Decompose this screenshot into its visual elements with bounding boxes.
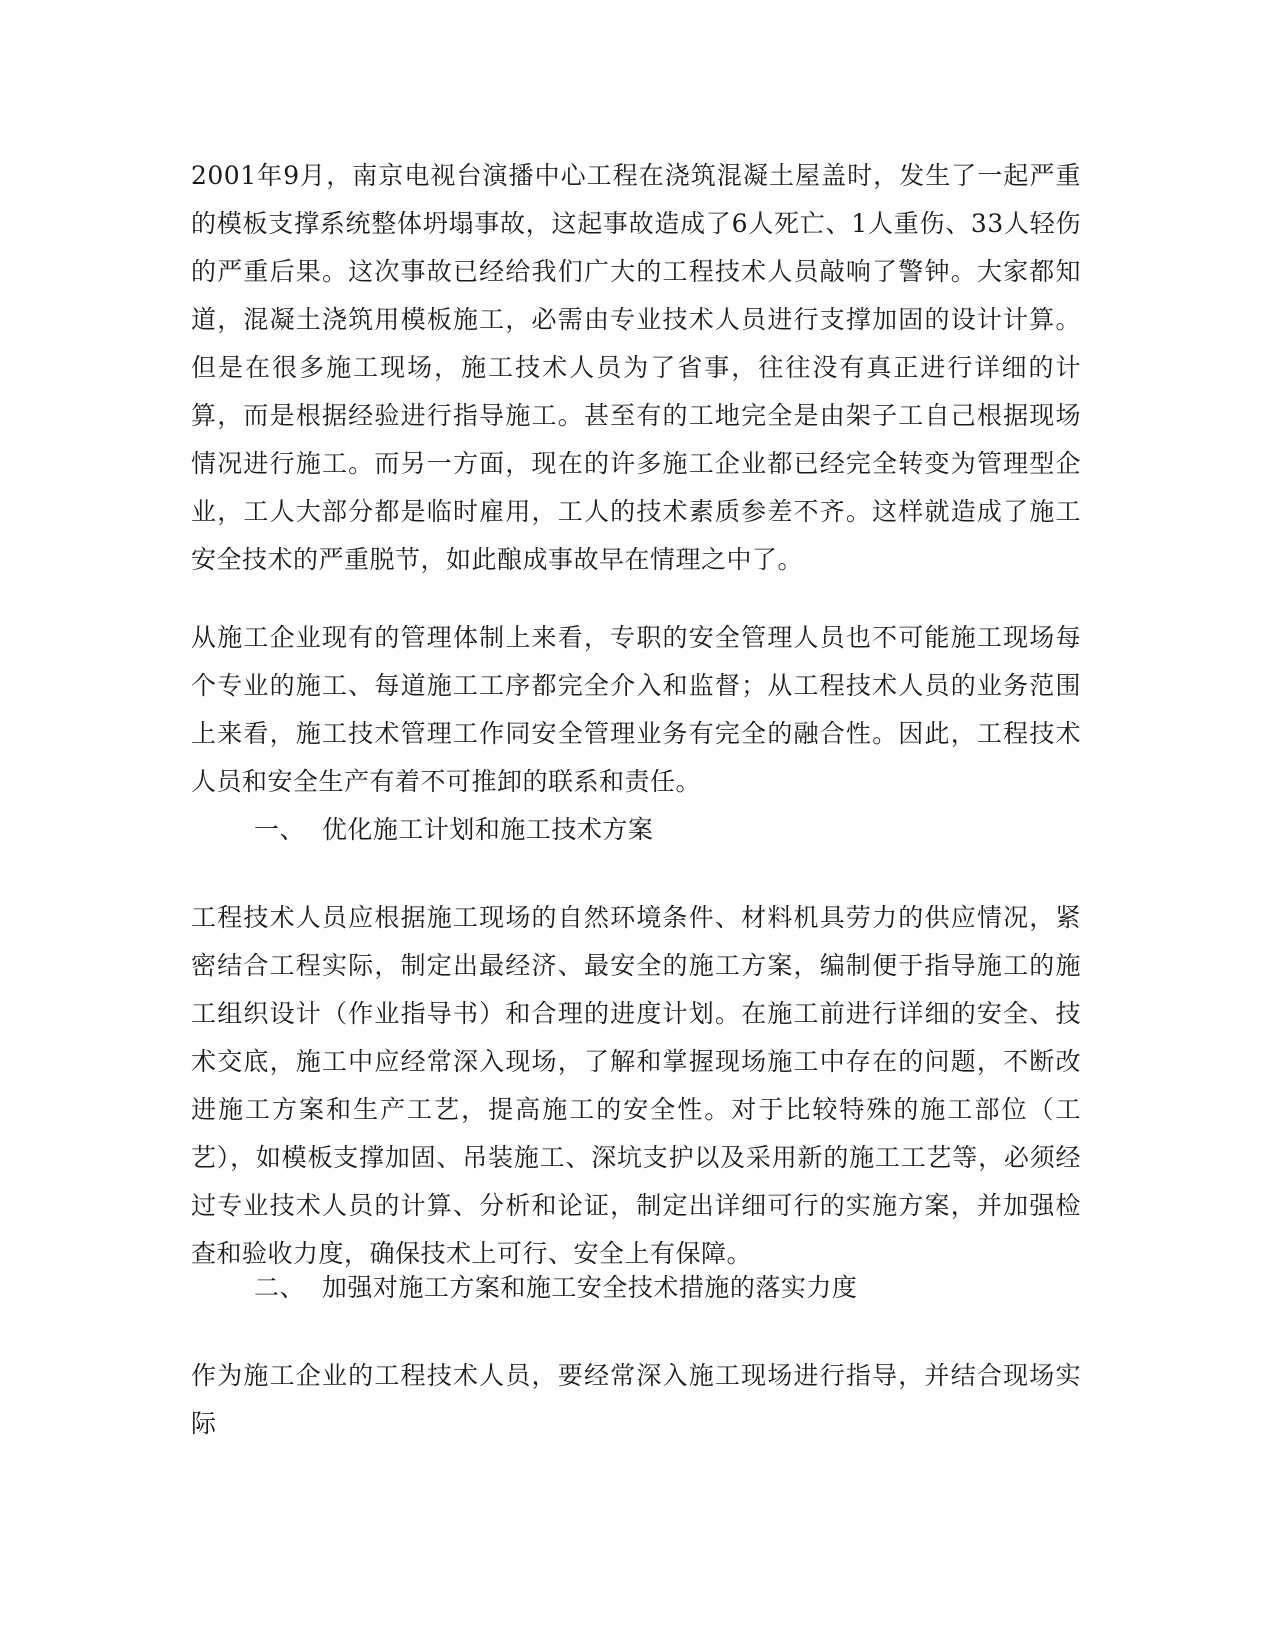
- paragraph-management-system: 从施工企业现有的管理体制上来看，专职的安全管理人员也不可能施工现场每个专业的施工、每道施工工序都完全介入和监督；从工程技术人员的业务范围上来看，施工技术管理工作同安全管理业务有完全的融合性。因此，工程技术人员和安全生产有着不可推卸的联系和责任。: [191, 623, 1081, 796]
- paragraph-optimize-plan: 工程技术人员应根据施工现场的自然环境条件、材料机具劳力的供应情况，紧密结合工程实际，制定出最经济、最安全的施工方案，编制便于指导施工的施工组织设计（作业指导书）和合理的进度计划。在施工前进行详细的安全、技术交底，施工中应经常深入现场，了解和掌握现场施工中存在的问题，不断改进施工方案和生产工艺，提高施工的安全性。对于比较特殊的施工部位（工艺），如模板支撑加固、吊装施工、深坑支护以及采用新的施工工艺等，必须经过专业技术人员的计算、分析和论证，制定出详细可行的实施方案，并加强检查和验收力度，确保技术上可行、安全上有保障。: [191, 903, 1081, 1268]
- paragraph-technical-staff: 作为施工企业的工程技术人员，要经常深入施工现场进行指导，并结合现场实际: [191, 1361, 1081, 1438]
- paragraph-nanjing-accident: 2001年9月，南京电视台演播中心工程在浇筑混凝土屋盖时，发生了一起严重的模板支撑系统整体坍塌事故，这起事故造成了6人死亡、1人重伤、33人轻伤的严重后果。这次事故已经给我们广大的工程技术人员敲响了警钟。大家都知道，混凝土浇筑用模板施工，必需由专业技术人员进行支撑加固的设计计算。但是在很多施工现场，施工技术人员为了省事，往往没有真正进行详细的计算，而是根据经验进行指导施工。甚至有的工地完全是由架子工自己根据现场情况进行施工。而另一方面，现在的许多施工企业都已经完全转变为管理型企业，工人大部分都是临时雇用，工人的技术素质参差不齐。这样就造成了施工安全技术的严重脱节，如此酿成事故早在情理之中了。: [191, 161, 1081, 574]
- section-heading-2: 二、 加强对施工方案和施工安全技术措施的落实力度: [254, 1273, 858, 1302]
- section-heading-1: 一、 优化施工计划和施工技术方案: [254, 815, 654, 844]
